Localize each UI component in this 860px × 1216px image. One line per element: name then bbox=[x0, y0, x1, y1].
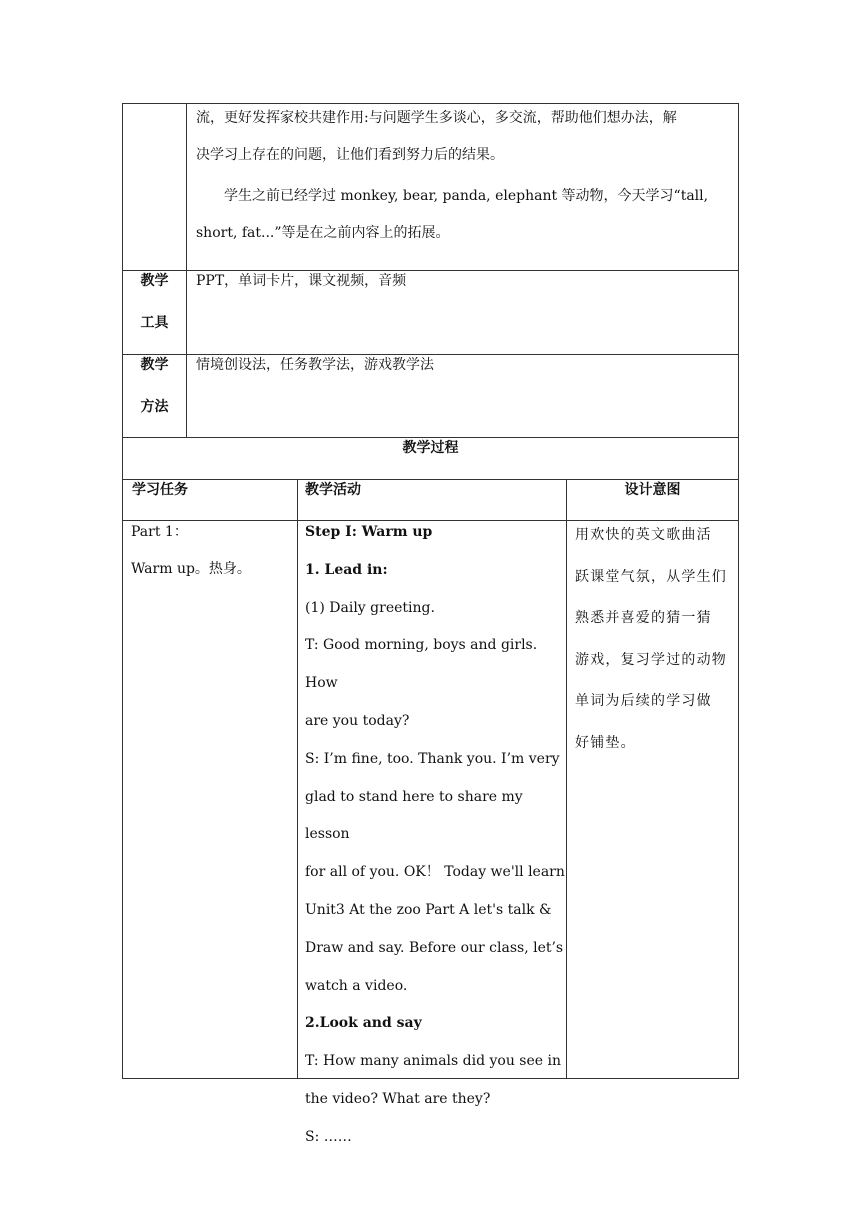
activity-line: Draw and say. Before our class, let’s bbox=[305, 939, 564, 956]
purpose-line: 好铺垫。 bbox=[575, 734, 636, 751]
situation-line-2: 决学习上存在的问题，让他们看到努力后的结果。 bbox=[196, 147, 504, 163]
activity-line: S: …… bbox=[305, 1128, 352, 1145]
activity-line: glad to stand here to share my lesson bbox=[305, 788, 523, 843]
situation-line-1: 流，更好发挥家校共建作用:与问题学生多谈心，多交流，帮助他们想办法，解 bbox=[196, 110, 677, 126]
purpose-line: 跃课堂气氛，从学生们 bbox=[575, 568, 727, 585]
activity-line: T: How many animals did you see in bbox=[305, 1053, 562, 1070]
part1-activity bbox=[305, 514, 566, 1157]
row-situation-content-cell bbox=[186, 103, 739, 270]
activity-subheading-lead-in: 1. Lead in: bbox=[305, 561, 388, 578]
activity-line: T: Good morning, boys and girls. How bbox=[305, 637, 538, 692]
methods-label-line-2: 方法 bbox=[140, 399, 169, 415]
header-activity: 教学活动 bbox=[305, 482, 361, 498]
situation-line-3: 学生之前已经学过 monkey, bear, panda, elephant 等动物，今天学习“tall, bbox=[224, 188, 709, 204]
part1-task-title: Part 1： bbox=[131, 524, 188, 540]
header-purpose-cell bbox=[566, 479, 739, 520]
methods-content: 情境创设法，任务教学法，游戏教学法 bbox=[196, 357, 434, 373]
activity-step-heading: Step I: Warm up bbox=[305, 524, 433, 540]
purpose-line: 熟悉并喜爱的猜一猜 bbox=[575, 610, 712, 626]
header-task: 学习任务 bbox=[132, 482, 188, 498]
row-methods-label-cell bbox=[122, 354, 186, 437]
activity-line: the video? What are they? bbox=[305, 1090, 491, 1107]
methods-label-line-1: 教学 bbox=[140, 357, 169, 373]
activity-line: (1) Daily greeting. bbox=[305, 599, 435, 616]
part1-task-cell bbox=[122, 520, 297, 1079]
part1-task-desc: Warm up。热身。 bbox=[131, 561, 251, 577]
situation-line-4: short, fat...”等是在之前内容上的拓展。 bbox=[196, 225, 450, 241]
part1-purpose bbox=[575, 515, 732, 764]
tools-content: PPT，单词卡片，课文视频，音频 bbox=[196, 273, 407, 289]
activity-line: watch a video. bbox=[305, 977, 408, 994]
row-tools-content-cell bbox=[186, 270, 739, 354]
process-title: 教学过程 bbox=[402, 440, 459, 456]
part1-purpose-cell bbox=[566, 520, 739, 1079]
activity-subheading-look-and-say: 2.Look and say bbox=[305, 1015, 422, 1032]
header-purpose: 设计意图 bbox=[624, 482, 681, 498]
purpose-line: 单词为后续的学习做 bbox=[575, 693, 712, 709]
activity-line: for all of you. OK！ Today we'll learn bbox=[305, 864, 565, 881]
tools-label-line-2: 工具 bbox=[140, 315, 169, 331]
tools-label-line-1: 教学 bbox=[140, 273, 169, 289]
row-tools-label-cell bbox=[122, 270, 186, 354]
activity-line: are you today? bbox=[305, 712, 410, 729]
activity-line: Unit3 At the zoo Part A let's talk & bbox=[305, 901, 552, 918]
row-methods-content-cell bbox=[186, 354, 739, 437]
row-situation-label-cell bbox=[122, 103, 186, 270]
purpose-line: 游戏，复习学过的动物 bbox=[575, 651, 727, 668]
situation-text bbox=[196, 100, 730, 252]
activity-line: S: I’m fine, too. Thank you. I’m very bbox=[305, 750, 560, 767]
part1-activity-cell bbox=[297, 520, 566, 1145]
purpose-line: 用欢快的英文歌曲活 bbox=[575, 527, 712, 543]
